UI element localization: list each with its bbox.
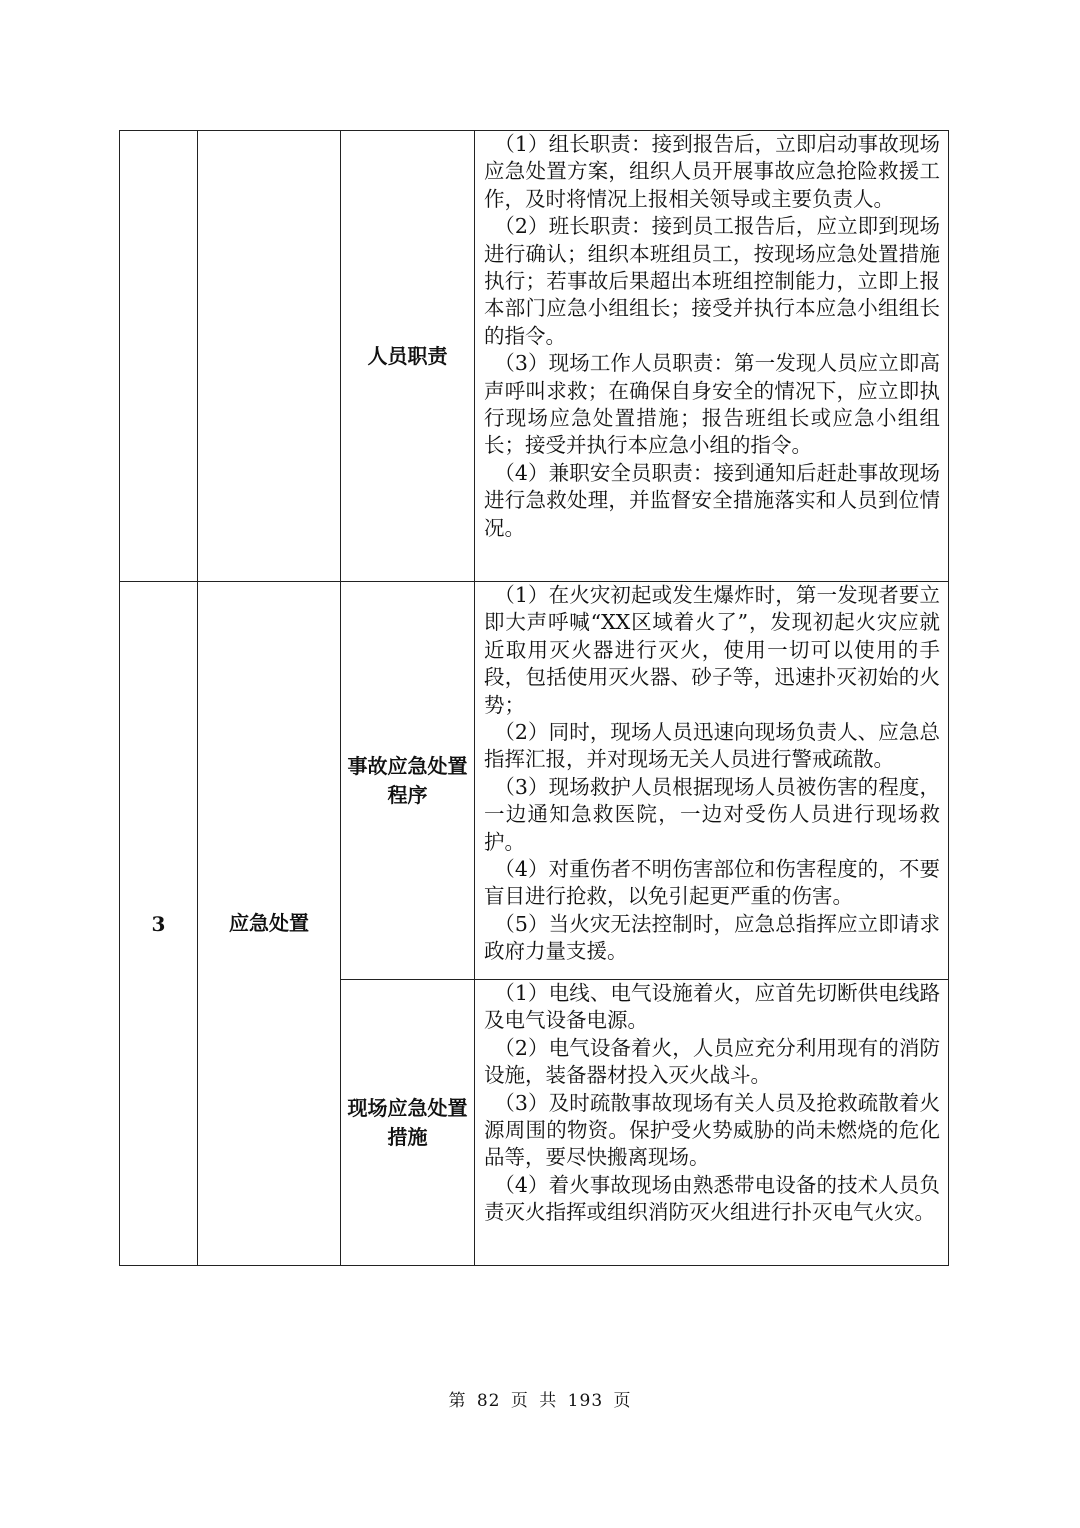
- list-item: （5）当火灾无法控制时，应急总指挥应立即请求政府力量支援。: [484, 911, 940, 964]
- page-number-footer: 第 82 页 共 193 页: [448, 1391, 632, 1411]
- list-item: （4）着火事故现场由熟悉带电设备的技术人员负责灭火指挥或组织消防灭火组进行扑灭电气火灾。: [484, 1172, 940, 1225]
- content-emergency-procedure: [475, 582, 949, 980]
- category-onsite-measures: 现场应急处置措施: [341, 980, 475, 1266]
- list-item: （3）及时疏散事故现场有关人员及抢救疏散着火源周围的物资。保护受火势威胁的尚未燃烧的危化品等，要尽快搬离现场。: [484, 1090, 940, 1170]
- section-title: 应急处置: [198, 582, 341, 1266]
- list-item: （1）在火灾初起或发生爆炸时，第一发现者要立即大声呼喊“XX区域着火了”，发现初起火灾应就近取用灭火器进行灭火，使用一切可以使用的手段，包括使用灭火器、砂子等，迅速扑灭初始的火势；: [484, 583, 940, 717]
- emergency-plan-table: [119, 130, 949, 1266]
- category-emergency-procedure: 事故应急处置程序: [341, 582, 475, 980]
- list-item: （2）同时，现场人员迅速向现场负责人、应急总指挥汇报，并对现场无关人员进行警戒疏散。: [484, 720, 940, 772]
- category-personnel-duties: 人员职责: [341, 131, 475, 582]
- cell-empty-number: [120, 131, 198, 582]
- list-item: （1）电线、电气设施着火，应首先切断供电线路及电气设备电源。: [484, 981, 940, 1033]
- list-item: （3）现场救护人员根据现场人员被伤害的程度，一边通知急救医院，一边对受伤人员进行现场救护。: [484, 774, 940, 854]
- cell-empty-title: [198, 131, 341, 582]
- list-item: （2）班长职责：接到员工报告后，应立即到现场进行确认；组织本班组员工，按现场应急处置措施执行；若事故后果超出本班组控制能力，立即上报本部门应急小组组长；接受并执行本应急小组组长的指令。: [484, 214, 940, 348]
- section-number: 3: [120, 582, 198, 1266]
- table-row-emergency-procedure: [120, 582, 949, 980]
- list-item: （4）对重伤者不明伤害部位和伤害程度的，不要盲目进行抢救，以免引起更严重的伤害。: [484, 857, 940, 909]
- list-item: （3）现场工作人员职责：第一发现人员应立即高声呼叫求救；在确保自身安全的情况下，应立即执行现场应急处置措施；报告班组长或应急小组组长；接受并执行本应急小组的指令。: [484, 351, 940, 458]
- list-item: （2）电气设备着火，人员应充分利用现有的消防设施，装备器材投入灭火战斗。: [484, 1035, 940, 1088]
- list-item: （4）兼职安全员职责：接到通知后赶赴事故现场进行急救处理，并监督安全措施落实和人员到位情况。: [484, 460, 940, 540]
- content-onsite-measures: [475, 980, 949, 1266]
- table-row-personnel-duties: [120, 131, 949, 582]
- list-item: （1）组长职责：接到报告后，立即启动事故现场应急处置方案，组织人员开展事故应急抢险救援工作，及时将情况上报相关领导或主要负责人。: [484, 132, 940, 211]
- content-personnel-duties: [475, 131, 949, 582]
